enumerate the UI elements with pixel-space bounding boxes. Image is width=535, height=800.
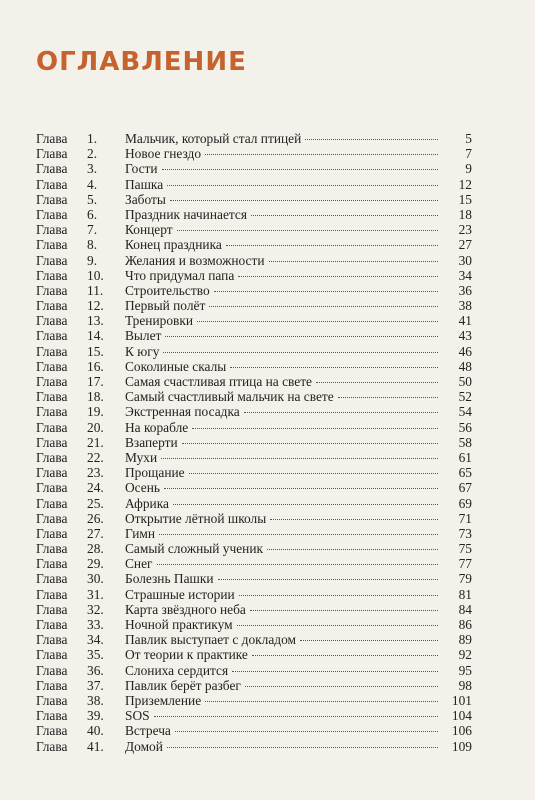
- dot-leader: [189, 473, 438, 474]
- page-number: 52: [458, 389, 472, 405]
- chapter-number: 25.: [87, 495, 104, 511]
- page-number: 46: [458, 343, 472, 359]
- toc-entry: [36, 177, 472, 192]
- toc-entry: [36, 207, 472, 222]
- chapter-number: 18.: [87, 389, 104, 405]
- chapter-word: Глава: [36, 449, 68, 465]
- chapter-word: Глава: [36, 191, 68, 207]
- chapter-title: Праздник начинается: [125, 206, 247, 222]
- page-number: 86: [458, 617, 472, 632]
- toc-entry: [36, 511, 472, 526]
- page-number: 36: [458, 282, 472, 298]
- dot-leader: [269, 261, 438, 262]
- chapter-title: Строительство: [125, 282, 210, 298]
- chapter-title: Приземление: [125, 692, 202, 708]
- chapter-word: Глава: [36, 419, 68, 435]
- dot-leader: [300, 640, 438, 641]
- chapter-number: 38.: [87, 692, 104, 708]
- chapter-number: 5.: [87, 191, 98, 207]
- dot-leader: [218, 579, 438, 580]
- chapter-title: Ночной практикум: [125, 617, 233, 632]
- chapter-title: Что придумал папа: [125, 267, 235, 283]
- chapter-word: Глава: [36, 313, 68, 329]
- chapter-word: Глава: [36, 282, 68, 298]
- chapter-title: Павлик выступает с докладом: [125, 632, 297, 648]
- page-number: 92: [458, 647, 472, 663]
- chapter-word: Глава: [36, 647, 68, 663]
- chapter-title: От теории к практике: [125, 647, 248, 663]
- toc-entry: [36, 389, 472, 404]
- page-number: 95: [458, 662, 472, 678]
- dot-leader: [214, 291, 438, 292]
- chapter-title: Слониха сердится: [125, 662, 229, 678]
- toc-entry: [36, 344, 472, 359]
- toc-entry: [36, 647, 472, 662]
- page-number: 98: [458, 677, 472, 693]
- chapter-title: Концерт: [125, 222, 173, 238]
- toc-entry: [36, 617, 472, 632]
- page-number: 38: [458, 298, 472, 314]
- chapter-word: Глава: [36, 556, 68, 572]
- chapter-word: Глава: [36, 541, 68, 557]
- chapter-number: 16.: [87, 358, 104, 374]
- page-number: 56: [458, 419, 472, 435]
- page-number: 54: [458, 404, 472, 420]
- toc-entry: [36, 222, 472, 237]
- toc-entry: [36, 632, 472, 647]
- chapter-number: 13.: [87, 313, 104, 329]
- chapter-title: Самая счастливая птица на свете: [125, 374, 312, 389]
- page-number: 69: [458, 495, 472, 511]
- chapter-word: Глава: [36, 525, 68, 541]
- toc-entry: [36, 541, 472, 556]
- chapter-number: 1.: [87, 131, 98, 146]
- dot-leader: [267, 549, 438, 550]
- toc-entry: [36, 496, 472, 511]
- chapter-title: Прощание: [125, 465, 185, 481]
- chapter-number: 36.: [87, 662, 104, 678]
- chapter-word: Глава: [36, 723, 68, 739]
- dot-leader: [237, 625, 438, 626]
- toc-entry: [36, 663, 472, 678]
- chapter-title: Мальчик, который стал птицей: [125, 131, 302, 146]
- chapter-title: Снег: [125, 556, 153, 572]
- chapter-title: Страшные истории: [125, 586, 235, 602]
- chapter-word: Глава: [36, 298, 68, 314]
- page-number: 77: [458, 556, 472, 572]
- chapter-number: 23.: [87, 465, 104, 481]
- chapter-title: Самый счастливый мальчик на свете: [125, 389, 334, 405]
- page-number: 61: [458, 449, 472, 465]
- chapter-number: 20.: [87, 419, 104, 435]
- chapter-word: Глава: [36, 662, 68, 678]
- chapter-number: 19.: [87, 404, 104, 420]
- chapter-word: Глава: [36, 146, 68, 162]
- chapter-title: Соколиные скалы: [125, 358, 227, 374]
- page-number: 30: [458, 252, 472, 268]
- dot-leader: [167, 185, 438, 186]
- dot-leader: [250, 610, 438, 611]
- chapter-title: Домой: [125, 738, 163, 754]
- page-title: ОГЛАВЛЕНИЕ: [36, 47, 247, 77]
- chapter-word: Глава: [36, 708, 68, 724]
- page-number: 73: [458, 525, 472, 541]
- chapter-word: Глава: [36, 510, 68, 526]
- toc-entry: [36, 480, 472, 495]
- toc-entry: [36, 328, 472, 343]
- chapter-word: Глава: [36, 131, 68, 146]
- chapter-title: Самый сложный ученик: [125, 541, 263, 557]
- dot-leader: [232, 671, 438, 672]
- dot-leader: [197, 321, 438, 322]
- chapter-title: Новое гнездо: [125, 146, 202, 162]
- toc-entry: [36, 146, 472, 161]
- chapter-number: 15.: [87, 343, 104, 359]
- chapter-number: 14.: [87, 328, 104, 344]
- chapter-number: 30.: [87, 571, 104, 587]
- page-number: 41: [458, 313, 472, 329]
- chapter-title: Экстренная посадка: [125, 404, 240, 420]
- chapter-number: 3.: [87, 161, 98, 177]
- chapter-number: 28.: [87, 541, 104, 557]
- chapter-number: 34.: [87, 632, 104, 648]
- page-number: 75: [458, 541, 472, 557]
- chapter-title: Болезнь Пашки: [125, 571, 214, 587]
- dot-leader: [157, 564, 438, 565]
- dot-leader: [238, 276, 438, 277]
- chapter-word: Глава: [36, 571, 68, 587]
- chapter-word: Глава: [36, 404, 68, 420]
- page-number: 67: [458, 480, 472, 496]
- dot-leader: [230, 367, 438, 368]
- chapter-word: Глава: [36, 252, 68, 268]
- chapter-number: 39.: [87, 708, 104, 724]
- dot-leader: [164, 488, 438, 489]
- chapter-word: Глава: [36, 237, 68, 253]
- dot-leader: [192, 428, 438, 429]
- chapter-number: 6.: [87, 206, 98, 222]
- chapter-number: 41.: [87, 738, 104, 754]
- page-number: 27: [458, 237, 472, 253]
- toc-entry: [36, 587, 472, 602]
- page-number: 15: [458, 191, 472, 207]
- chapter-number: 32.: [87, 601, 104, 617]
- toc-entry: [36, 298, 472, 313]
- dot-leader: [226, 245, 438, 246]
- toc-entry: [36, 237, 472, 252]
- dot-leader: [205, 154, 438, 155]
- toc-entry: [36, 708, 472, 723]
- chapter-title: Пашка: [125, 176, 164, 192]
- toc-entry: [36, 283, 472, 298]
- page-number: 50: [458, 374, 472, 389]
- chapter-word: Глава: [36, 328, 68, 344]
- chapter-title: На корабле: [125, 419, 189, 435]
- chapter-title: Первый полёт: [125, 298, 206, 314]
- page-number: 12: [458, 176, 472, 192]
- chapter-title: Осень: [125, 480, 160, 496]
- chapter-title: Встреча: [125, 723, 171, 739]
- dot-leader: [170, 200, 438, 201]
- toc-entry: [36, 313, 472, 328]
- dot-leader: [316, 382, 438, 383]
- chapter-word: Глава: [36, 161, 68, 177]
- dot-leader: [205, 701, 438, 702]
- toc-entry: [36, 253, 472, 268]
- chapter-word: Глава: [36, 677, 68, 693]
- page-number: 23: [458, 222, 472, 238]
- chapter-title: Мухи: [125, 449, 158, 465]
- chapter-title: Карта звёздного неба: [125, 601, 246, 617]
- toc-entry: [36, 723, 472, 738]
- dot-leader: [245, 686, 438, 687]
- toc-entry: [36, 359, 472, 374]
- page-number: 104: [451, 708, 472, 724]
- toc-entry: [36, 571, 472, 586]
- dot-leader: [244, 412, 438, 413]
- page-number: 65: [458, 465, 472, 481]
- dot-leader: [154, 716, 438, 717]
- chapter-word: Глава: [36, 358, 68, 374]
- page-number: 5: [465, 131, 472, 146]
- dot-leader: [252, 655, 438, 656]
- chapter-number: 10.: [87, 267, 104, 283]
- toc-entry: [36, 526, 472, 541]
- chapter-number: 2.: [87, 146, 98, 162]
- dot-leader: [163, 352, 438, 353]
- toc-entry: [36, 131, 472, 146]
- dot-leader: [162, 169, 438, 170]
- toc-entry: [36, 404, 472, 419]
- dot-leader: [209, 306, 438, 307]
- toc-entry: [36, 602, 472, 617]
- chapter-word: Глава: [36, 176, 68, 192]
- chapter-number: 7.: [87, 222, 98, 238]
- toc-entry: [36, 192, 472, 207]
- page-number: 9: [465, 161, 472, 177]
- page-number: 43: [458, 328, 472, 344]
- dot-leader: [305, 139, 438, 140]
- chapter-title: Тренировки: [125, 313, 194, 329]
- page-number: 7: [465, 146, 472, 162]
- chapter-word: Глава: [36, 617, 68, 632]
- dot-leader: [338, 397, 438, 398]
- page-number: 79: [458, 571, 472, 587]
- page-number: 101: [451, 692, 472, 708]
- chapter-title: Гости: [125, 161, 158, 177]
- page-number: 81: [458, 586, 472, 602]
- chapter-title: Взаперти: [125, 434, 178, 450]
- toc-entry: [36, 465, 472, 480]
- chapter-word: Глава: [36, 389, 68, 405]
- chapter-word: Глава: [36, 465, 68, 481]
- dot-leader: [159, 534, 438, 535]
- page-number: 89: [458, 632, 472, 648]
- chapter-number: 33.: [87, 617, 104, 632]
- chapter-title: SOS: [125, 708, 150, 724]
- toc-entry: [36, 739, 472, 754]
- page-number: 58: [458, 434, 472, 450]
- toc-entry: [36, 450, 472, 465]
- chapter-number: 12.: [87, 298, 104, 314]
- page-number: 48: [458, 358, 472, 374]
- dot-leader: [177, 230, 438, 231]
- chapter-number: 37.: [87, 677, 104, 693]
- chapter-number: 26.: [87, 510, 104, 526]
- toc-entry: [36, 420, 472, 435]
- dot-leader: [165, 336, 438, 337]
- chapter-number: 9.: [87, 252, 98, 268]
- chapter-word: Глава: [36, 343, 68, 359]
- page-number: 106: [451, 723, 472, 739]
- toc-entry: [36, 161, 472, 176]
- chapter-number: 11.: [87, 282, 104, 298]
- chapter-word: Глава: [36, 267, 68, 283]
- dot-leader: [161, 458, 438, 459]
- chapter-number: 8.: [87, 237, 98, 253]
- chapter-number: 27.: [87, 525, 104, 541]
- toc-entry: [36, 693, 472, 708]
- chapter-number: 40.: [87, 723, 104, 739]
- chapter-word: Глава: [36, 495, 68, 511]
- chapter-title: Африка: [125, 495, 169, 511]
- chapter-word: Глава: [36, 480, 68, 496]
- chapter-word: Глава: [36, 632, 68, 648]
- chapter-number: 29.: [87, 556, 104, 572]
- page-number: 109: [451, 738, 472, 754]
- chapter-number: 35.: [87, 647, 104, 663]
- page-number: 71: [458, 510, 472, 526]
- chapter-word: Глава: [36, 586, 68, 602]
- page-number: 84: [458, 601, 472, 617]
- toc-entry: [36, 268, 472, 283]
- chapter-title: Гимн: [125, 525, 156, 541]
- page-number: 34: [458, 267, 472, 283]
- dot-leader: [167, 747, 438, 748]
- chapter-number: 4.: [87, 176, 98, 192]
- toc-entry: [36, 556, 472, 571]
- chapter-word: Глава: [36, 738, 68, 754]
- toc-entry: [36, 374, 472, 389]
- dot-leader: [239, 595, 438, 596]
- page-number: 18: [458, 206, 472, 222]
- chapter-title: Открытие лётной школы: [125, 510, 267, 526]
- chapter-title: Заботы: [125, 191, 166, 207]
- toc-entry: [36, 435, 472, 450]
- chapter-number: 31.: [87, 586, 104, 602]
- dot-leader: [182, 443, 438, 444]
- chapter-number: 17.: [87, 374, 104, 389]
- chapter-word: Глава: [36, 692, 68, 708]
- chapter-number: 24.: [87, 480, 104, 496]
- dot-leader: [173, 504, 438, 505]
- dot-leader: [270, 519, 438, 520]
- chapter-title: Конец праздника: [125, 237, 222, 253]
- chapter-word: Глава: [36, 222, 68, 238]
- dot-leader: [175, 731, 438, 732]
- chapter-word: Глава: [36, 601, 68, 617]
- chapter-number: 22.: [87, 449, 104, 465]
- chapter-title: Вылет: [125, 328, 162, 344]
- chapter-word: Глава: [36, 374, 68, 389]
- chapter-word: Глава: [36, 434, 68, 450]
- toc-entry: [36, 678, 472, 693]
- chapter-title: Желания и возможности: [125, 252, 265, 268]
- chapter-number: 21.: [87, 434, 104, 450]
- chapter-title: Павлик берёт разбег: [125, 677, 241, 693]
- dot-leader: [251, 215, 438, 216]
- chapter-word: Глава: [36, 206, 68, 222]
- table-of-contents: [36, 131, 472, 754]
- chapter-title: К югу: [125, 343, 160, 359]
